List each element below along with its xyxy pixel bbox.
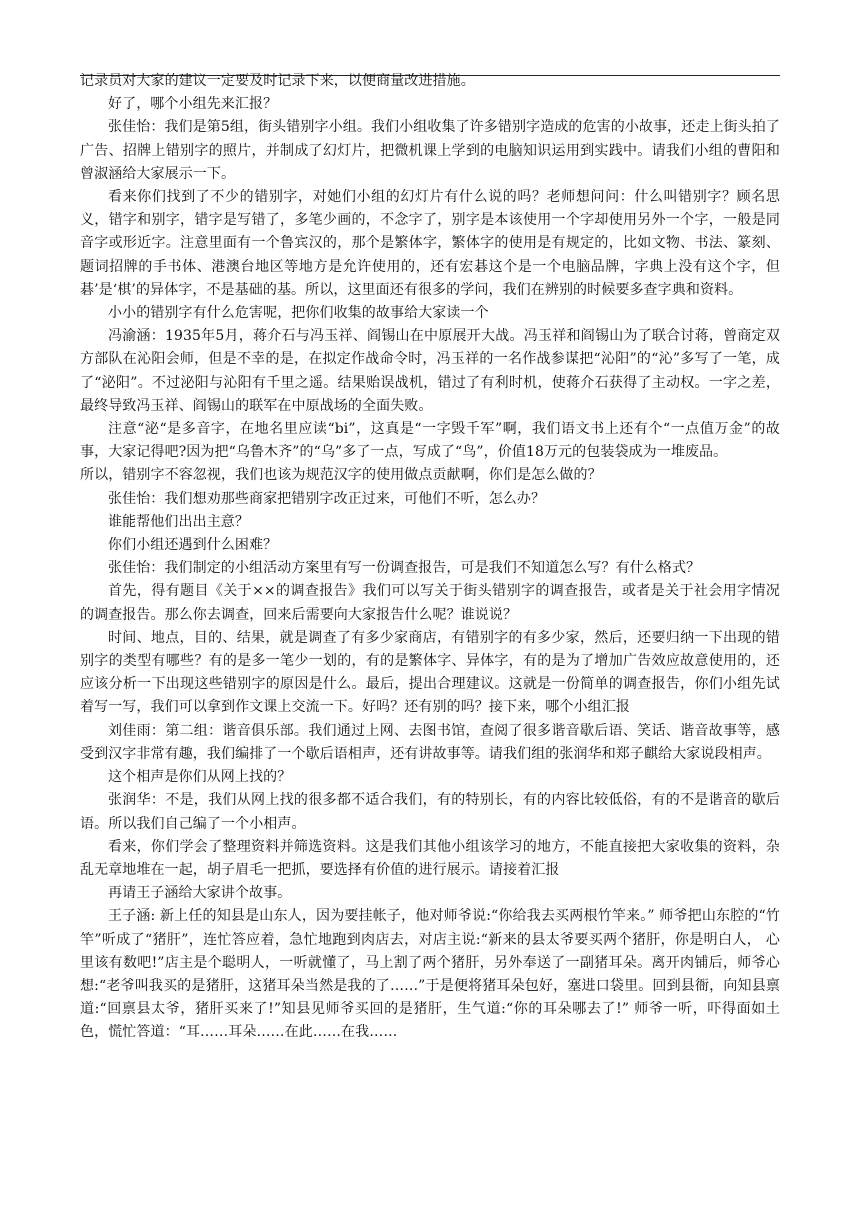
paragraph: 张佳怡：我们是第5组，街头错别字小组。我们小组收集了许多错别字造成的危害的小故事，还走上街头拍了广告、招牌上错别字的照片，并制成了幻灯片，把微机课上学到的电脑知识运用到实践中。请我们小组的曹阳和曾淑涵给大家展示一下。 [80,119,780,182]
paragraph: 张佳怡：我们制定的小组活动方案里有写一份调查报告，可是我们不知道怎么写？有什么格式？ [108,560,701,577]
paragraph: 谁能帮他们出出主意？ [108,513,249,530]
paragraph: 你们小组还遇到什么困难？ [108,537,278,554]
paragraph: 首先，得有题目《关于××的调查报告》我们可以写关于街头错别字的调查报告，或者是关于社会用字情况的调查报告。那么你去调查，回来后需要向大家报告什么呢？谁说说？ [80,583,780,623]
paragraph: 时间、地点，目的、结果，就是调查了有多少家商店，有错别字的有多少家，然后，还要归纳一下出现的错别字的类型有哪些？有的是多一笔少一划的，有的是繁体字、异体字，有的是为了增加广告效应故意使用的，还应该分析一下出现这些错别字的原因是什么。最后，提出合理建议。这就是一份简单的调查报告，你们小组先试着写一写，我们可以拿到作文课上交流一下。好吗？还有别的吗？接下来，哪个小组汇报 [80,629,780,716]
paragraph: 小小的错别字有什么危害呢，把你们收集的故事给大家读一个 [108,305,489,322]
paragraph: 这个相声是你们从网上找的？ [108,769,292,786]
paragraph: 再请王子涵给大家讲个故事。 [108,885,292,902]
paragraph: 好了，哪个小组先来汇报？ [108,96,278,113]
paragraph: 注意“泌“是多音字，在地名里应读“bi”，这真是“一字毁千军”啊，我们语文书上还有个“一点值万金”的故事，大家记得吧?因为把“乌鲁木齐”的“乌”多了一点，写成了“鸟”，价值18万元的包装袋成为一堆废品。 [80,421,780,461]
paragraph: 看来，你们学会了整理资料并筛选资料。这是我们其他小组该学习的地方，不能直接把大家收集的资料，杂乱无章地堆在一起，胡子眉毛一把抓，要选择有价值的进行展示。请接着汇报 [80,838,780,878]
paragraph: 张佳怡：我们想劝那些商家把错别字改正过来，可他们不听，怎么办？ [108,490,546,507]
paragraph: 记录员对大家的建议一定要及时记录下来，以便商量改进措施。 [80,73,475,89]
document-body [80,70,780,1045]
paragraph: 所以，错别字不容忽视，我们也该为规范汉字的使用做点贡献啊，你们是怎么做的？ [80,467,602,484]
paragraph: 冯渝涵：1935年5月，蒋介石与冯玉祥、阎锡山在中原展开大战。冯玉祥和阎锡山为了联合讨蒋，曾商定双方部队在沁阳会师，但是不幸的是，在拟定作战命令时，冯玉祥的一名作战参谋把“沁阳”的“沁”多写了一笔，成了“泌阳”。不过泌阳与沁阳有千里之遥。结果贻误战机，错过了有利时机，使蒋介石获得了主动权。一字之差，最终导致冯玉祥、阎锡山的联军在中原战场的全面失败。 [80,328,780,414]
paragraph: 看来你们找到了不少的错别字，对她们小组的幻灯片有什么说的吗？老师想问问：什么叫错别字？顾名思义，错字和别字，错字是写错了，多笔少画的，不念字了，别字是本该使用一个字却使用另外一个字，一般是同音字或形近字。注意里面有一个鲁宾汉的，那个是繁体字，繁体字的使用是有规定的，比如文物、书法、篆刻、题词招牌的手书体、港澳台地区等地方是允许使用的，还有宏碁这个是一个电脑品牌，字典上没有这个字，但碁’是‘棋’的异体字，不是基础的基。所以，这里面还有很多的学问，我们在辨别的时候要多查字典和资料。 [80,189,780,298]
paragraph: 张润华：不是，我们从网上找的很多都不适合我们，有的特别长，有的内容比较低俗，有的不是谐音的歇后语。所以我们自己编了一个小相声。 [80,792,780,832]
paragraph: 王子涵: 新上任的知县是山东人，因为要挂帐子，他对师爷说:“你给我去买两根竹竿来。” 师爷把山东腔的“竹竿”听成了“猪肝”，连忙答应着，急忙地跑到肉店去，对店主说:“新来的县太爷要买两个猪肝，你是明白人， 心里该有数吧!”店主是个聪明人，一听就懂了，马上割了两个猪肝，另外奉送了一副猪耳朵。离开肉铺后，师爷心想:“老爷叫我买的是猪肝，这猪耳朵当然是我的了……”于是便将猪耳朵包好，塞进口袋里。回到县衙，向知县禀道:“回禀县太爷，猪肝买来了!”知县见师爷买回的是猪肝，生气道:“你的耳朵哪去了!” 师爷一听，吓得面如土色，慌忙答道：“耳……耳朵……在此……在我…… [80,908,780,1041]
paragraph: 刘佳雨：第二组：谐音俱乐部。我们通过上网、去图书馆，查阅了很多谐音歇后语、笑话、谐音故事等，感受到汉字非常有趣，我们编排了一个歇后语相声，还有讲故事等。请我们组的张润华和郑子麒给大家说段相声。 [80,722,780,762]
